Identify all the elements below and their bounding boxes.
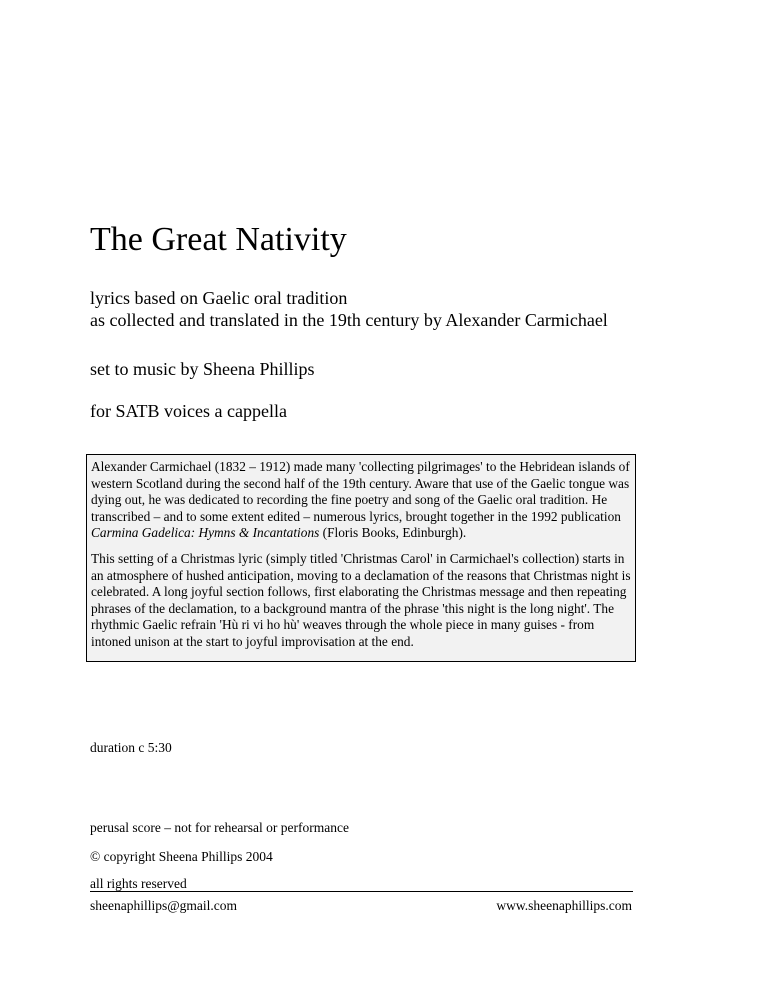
program-notes-paragraph-2: This setting of a Christmas lyric (simply titled 'Christmas Carol' in Carmichael's collection) starts in an atmosphere of hushed anticipation, moving to a declamation of the reasons that Christmas night is celebrated. A long joyful section follows, first elaborating the Christmas message and then repeating phrases of the declamation, to a background mantra of the phrase 'this night is the long night'. The rhythmic Gaelic refrain 'Hù ri vi ho hù' weaves through the whole piece in many guises - from intoned unison at the start to joyful improvisation at the end. xyxy=(91,550,631,649)
lyrics-source-line-1: lyrics based on Gaelic oral tradition xyxy=(90,288,348,308)
page-title: The Great Nativity xyxy=(90,221,347,258)
lyrics-source xyxy=(90,287,608,331)
perusal-notice: perusal score – not for rehearsal or performance xyxy=(90,820,349,835)
footer-email: sheenaphillips@gmail.com xyxy=(90,898,238,913)
composer-credit: set to music by Sheena Phillips xyxy=(90,359,315,379)
lyrics-source-line-2: as collected and translated in the 19th century by Alexander Carmichael xyxy=(90,310,608,330)
duration-text: duration c 5:30 xyxy=(90,740,172,755)
footer-divider xyxy=(90,891,633,892)
notes-para1-text-a: Alexander Carmichael (1832 – 1912) made many 'collecting pilgrimages' to the Hebridean islands of western Scotland during the second half of the 19th century. Aware that use of the Gaelic tongue was dying out, he was dedicated to recording the fine poetry and song of the Gaelic oral tradition. He transcribed – and to some extent edited – numerous lyrics, brought together in the 1992 publication xyxy=(91,459,630,524)
program-notes-paragraph-1 xyxy=(91,459,632,542)
rights-notice: all rights reserved xyxy=(90,876,187,891)
book-title: Carmina Gadelica: Hymns & Incantations xyxy=(91,525,320,541)
footer-website: www.sheenaphillips.com xyxy=(496,898,632,913)
copyright-notice: © copyright Sheena Phillips 2004 xyxy=(90,849,273,864)
notes-para1-text-b: (Floris Books, Edinburgh). xyxy=(319,525,467,541)
voicing-line: for SATB voices a cappella xyxy=(90,401,287,421)
program-notes-box xyxy=(86,454,636,662)
